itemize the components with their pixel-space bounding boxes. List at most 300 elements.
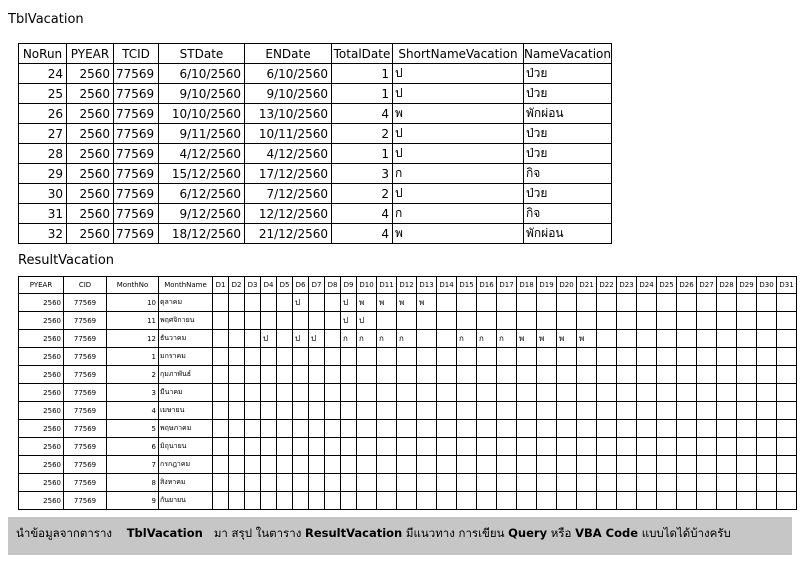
table2-day-cell [537, 294, 557, 312]
table2-cell: 2560 [19, 402, 64, 420]
table2-day-cell [293, 312, 309, 330]
table2-day-cell [657, 366, 677, 384]
table2-day-cell [229, 420, 245, 438]
table2-day-cell [617, 438, 637, 456]
question-part: แบบไดได้บ้างครับ [641, 526, 731, 540]
table2-day-cell [417, 384, 437, 402]
table2-day-cell [497, 420, 517, 438]
table2-cell: 2560 [19, 492, 64, 510]
table2-day-cell: ป [293, 294, 309, 312]
table2-day-cell [457, 366, 477, 384]
table2-day-cell [229, 474, 245, 492]
table1-cell: พ [393, 224, 524, 244]
table1-cell: 9/12/2560 [159, 204, 245, 224]
table2-day-cell [497, 456, 517, 474]
table2-day-cell [357, 348, 377, 366]
table1-cell: ป [393, 124, 524, 144]
table2-day-cell [757, 420, 777, 438]
table2-day-cell [717, 438, 737, 456]
table2-day-cell [477, 438, 497, 456]
table2-day-cell [657, 456, 677, 474]
table2-day-cell [637, 456, 657, 474]
table2-cell: 77569 [64, 384, 107, 402]
table2-day-cell [457, 312, 477, 330]
table1-column-header: NoRun [19, 44, 67, 64]
table2-day-cell [597, 348, 617, 366]
table2-day-cell [657, 492, 677, 510]
table2-day-cell: พ [517, 330, 537, 348]
table2-day-cell [325, 366, 341, 384]
table1-column-header: ShortNameVacation [393, 44, 524, 64]
table2-day-cell [697, 330, 717, 348]
table2-column-header: D18 [517, 277, 537, 294]
question-table-name: ResultVacation [304, 526, 403, 540]
table2-day-cell [617, 330, 637, 348]
table2-day-cell [213, 456, 229, 474]
table2-column-header: D16 [477, 277, 497, 294]
table2-cell: 1 [107, 348, 159, 366]
table2-day-cell [557, 438, 577, 456]
table2-day-cell: ป [341, 294, 357, 312]
table2-day-cell [357, 420, 377, 438]
table2-day-cell [309, 366, 325, 384]
table2-day-cell [437, 384, 457, 402]
table2-day-cell [437, 456, 457, 474]
table2-day-cell [777, 294, 797, 312]
table2-day-cell [341, 492, 357, 510]
table1-column-header: TCID [114, 44, 159, 64]
table2-day-cell [213, 438, 229, 456]
table1-header-row [19, 44, 612, 64]
table2-day-cell: ป [357, 312, 377, 330]
table2-day-cell [341, 348, 357, 366]
table2-day-cell [677, 474, 697, 492]
table2-day-cell [245, 474, 261, 492]
table2-day-cell [293, 456, 309, 474]
table2-day-cell [437, 294, 457, 312]
table2-day-cell: พ [357, 294, 377, 312]
table2-day-cell: พ [537, 330, 557, 348]
table2-cell: พฤศจิกายน [159, 312, 213, 330]
table2-column-header: D21 [577, 277, 597, 294]
table2-day-cell [517, 438, 537, 456]
table2-day-cell [777, 474, 797, 492]
table1-cell: 17/12/2560 [245, 164, 332, 184]
table2-day-cell [577, 438, 597, 456]
table2-day-cell [325, 474, 341, 492]
table2-day-cell [417, 366, 437, 384]
table2-cell: 77569 [64, 348, 107, 366]
table2-day-cell [229, 384, 245, 402]
table2-day-cell [397, 438, 417, 456]
table2-day-cell [417, 420, 437, 438]
table2-day-cell [437, 474, 457, 492]
table2-day-cell [757, 330, 777, 348]
table2-cell: 2560 [19, 384, 64, 402]
table2-day-cell [397, 420, 417, 438]
table1-cell: 29 [19, 164, 67, 184]
table2-day-cell: ก [497, 330, 517, 348]
table2-day-cell [777, 366, 797, 384]
table2-row [19, 474, 797, 492]
table2-day-cell [325, 492, 341, 510]
table2-day-cell [377, 474, 397, 492]
table2-day-cell [517, 456, 537, 474]
table2-day-cell [261, 402, 277, 420]
table1-cell: 77569 [114, 124, 159, 144]
table2-day-cell [677, 420, 697, 438]
table2-day-cell [229, 294, 245, 312]
table2-day-cell [737, 384, 757, 402]
table2-day-cell [557, 384, 577, 402]
table1-cell: 28 [19, 144, 67, 164]
table1-row [19, 64, 612, 84]
table2-day-cell: ป [293, 330, 309, 348]
table2-column-header: D13 [417, 277, 437, 294]
table2-row [19, 438, 797, 456]
table2-day-cell [341, 438, 357, 456]
table2-day-cell [309, 438, 325, 456]
table2-day-cell [537, 474, 557, 492]
table2-day-cell [377, 312, 397, 330]
table2-day-cell [517, 348, 537, 366]
table2-day-cell [617, 456, 637, 474]
table2-day-cell [577, 348, 597, 366]
table2-day-cell [325, 384, 341, 402]
table2-day-cell [497, 402, 517, 420]
table2-day-cell [397, 312, 417, 330]
table2-day-cell [213, 366, 229, 384]
table2-day-cell: พ [577, 330, 597, 348]
table2-day-cell [309, 456, 325, 474]
table2-day-cell [437, 492, 457, 510]
table2-day-cell [637, 330, 657, 348]
table2-day-cell [617, 474, 637, 492]
table2-day-cell [577, 384, 597, 402]
table2-column-header: D27 [697, 277, 717, 294]
table1-column-header: ENDate [245, 44, 332, 64]
table2-day-cell [277, 294, 293, 312]
table2-column-header: D24 [637, 277, 657, 294]
table2-day-cell [617, 366, 637, 384]
table2-day-cell [457, 456, 477, 474]
table2-day-cell [677, 492, 697, 510]
table2-day-cell [557, 492, 577, 510]
table2-day-cell [213, 312, 229, 330]
table2-day-cell [557, 366, 577, 384]
table2-day-cell [537, 456, 557, 474]
table2-row [19, 294, 797, 312]
table2-column-header: D28 [717, 277, 737, 294]
table2-day-cell [309, 348, 325, 366]
table2-day-cell [637, 438, 657, 456]
table2-column-header: D22 [597, 277, 617, 294]
table2-cell: 4 [107, 402, 159, 420]
table1-cell: พักผ่อน [524, 224, 612, 244]
table2-day-cell [597, 402, 617, 420]
table1-cell: 32 [19, 224, 67, 244]
table2-day-cell [677, 366, 697, 384]
table2-column-header: D12 [397, 277, 417, 294]
table2-row [19, 312, 797, 330]
table2-cell: 2560 [19, 294, 64, 312]
table1-cell: 4/12/2560 [245, 144, 332, 164]
table1-cell: ป [393, 84, 524, 104]
table2-day-cell [325, 420, 341, 438]
table2-day-cell [717, 384, 737, 402]
table1-column-header: PYEAR [67, 44, 114, 64]
table2-day-cell [577, 474, 597, 492]
table2-day-cell [213, 474, 229, 492]
table2-day-cell [557, 456, 577, 474]
table1-row [19, 204, 612, 224]
table2-day-cell [517, 384, 537, 402]
table2-day-cell [717, 312, 737, 330]
table2-day-cell [437, 420, 457, 438]
table2-day-cell [517, 366, 537, 384]
table2-day-cell [397, 384, 417, 402]
table2-day-cell [229, 456, 245, 474]
table2-cell: 10 [107, 294, 159, 312]
table1-cell: 3 [332, 164, 393, 184]
table1-cell: 2560 [67, 104, 114, 124]
table2-day-cell [377, 402, 397, 420]
table2-day-cell [457, 420, 477, 438]
table1-cell: ป่วย [524, 144, 612, 164]
table2-cell: 77569 [64, 456, 107, 474]
table1-cell: 2560 [67, 184, 114, 204]
table2-day-cell [637, 348, 657, 366]
table2-day-cell [617, 402, 637, 420]
table2-day-cell [245, 384, 261, 402]
table2-day-cell: พ [557, 330, 577, 348]
table2-day-cell [245, 330, 261, 348]
table2-column-header: D8 [325, 277, 341, 294]
table2-day-cell [417, 438, 437, 456]
table2-cell: 2560 [19, 366, 64, 384]
table2-day-cell: ก [457, 330, 477, 348]
table2-day-cell [697, 366, 717, 384]
table2-day-cell [245, 420, 261, 438]
table1-row [19, 144, 612, 164]
table2-day-cell [637, 420, 657, 438]
table1-cell: 2560 [67, 144, 114, 164]
table2-cell: มีนาคม [159, 384, 213, 402]
table1-cell: 77569 [114, 204, 159, 224]
table1-row [19, 124, 612, 144]
table1-cell: ป [393, 184, 524, 204]
table1-column-header: STDate [159, 44, 245, 64]
table2-day-cell [717, 420, 737, 438]
table2-day-cell: ก [341, 330, 357, 348]
table2-day-cell [397, 366, 417, 384]
table2-day-cell [341, 384, 357, 402]
table2-cell: 77569 [64, 420, 107, 438]
table2-day-cell [577, 366, 597, 384]
table2-day-cell [277, 366, 293, 384]
table2-day-cell [597, 420, 617, 438]
table2-day-cell [477, 294, 497, 312]
table2-day-cell [309, 474, 325, 492]
table2-day-cell [597, 366, 617, 384]
question-keyword: Query [508, 526, 548, 540]
table1-cell: 30 [19, 184, 67, 204]
table2-row [19, 366, 797, 384]
table2-cell: 2560 [19, 474, 64, 492]
table2-day-cell: ก [357, 330, 377, 348]
table1-cell: 2 [332, 184, 393, 204]
table2-day-cell [357, 474, 377, 492]
question-part: มา สรุป ในตาราง [213, 526, 302, 540]
table2-day-cell [397, 456, 417, 474]
table1-cell: 77569 [114, 184, 159, 204]
table2-day-cell [229, 402, 245, 420]
table2-day-cell [325, 312, 341, 330]
table2-cell: กุมภาพันธ์ [159, 366, 213, 384]
table2-day-cell [657, 420, 677, 438]
table2-day-cell [293, 402, 309, 420]
table2-day-cell [597, 492, 617, 510]
table2-cell: 2560 [19, 438, 64, 456]
table1-cell: 6/12/2560 [159, 184, 245, 204]
table2-day-cell [325, 456, 341, 474]
table2-day-cell [397, 474, 417, 492]
table2-column-header: D15 [457, 277, 477, 294]
table2-day-cell [213, 330, 229, 348]
table2-day-cell [657, 312, 677, 330]
table2-day-cell [737, 366, 757, 384]
table2-day-cell [261, 492, 277, 510]
table2-day-cell [213, 492, 229, 510]
table1-cell: 21/12/2560 [245, 224, 332, 244]
question-text [16, 525, 731, 543]
table2-column-header: D19 [537, 277, 557, 294]
table2-day-cell [737, 492, 757, 510]
table1-cell: 2560 [67, 224, 114, 244]
table2-day-cell [437, 348, 457, 366]
table2-row [19, 420, 797, 438]
table2-cell: 77569 [64, 312, 107, 330]
table2-day-cell [277, 474, 293, 492]
table2-day-cell [477, 456, 497, 474]
table2-column-header: D6 [293, 277, 309, 294]
table2-day-cell [577, 420, 597, 438]
table1-cell: ป่วย [524, 184, 612, 204]
table2-day-cell [637, 366, 657, 384]
table2-day-cell [677, 402, 697, 420]
table2-day-cell [757, 456, 777, 474]
table2-cell: 9 [107, 492, 159, 510]
table2-day-cell [737, 294, 757, 312]
table2-day-cell [245, 312, 261, 330]
table1-cell: 77569 [114, 104, 159, 124]
table1-cell: ป่วย [524, 124, 612, 144]
table2-day-cell [229, 330, 245, 348]
table2-day-cell [777, 438, 797, 456]
table2-day-cell [397, 348, 417, 366]
table2-day-cell [277, 402, 293, 420]
table2-cell: 77569 [64, 438, 107, 456]
table2-day-cell [637, 384, 657, 402]
table2-day-cell [457, 348, 477, 366]
table2-day-cell [777, 492, 797, 510]
question-banner [8, 517, 792, 555]
table1-cell: 2560 [67, 204, 114, 224]
table1-cell: 4/12/2560 [159, 144, 245, 164]
table2-cell: ธันวาคม [159, 330, 213, 348]
table2-cell: 77569 [64, 294, 107, 312]
table2-column-header: D20 [557, 277, 577, 294]
table2-day-cell [477, 402, 497, 420]
table2-day-cell [757, 384, 777, 402]
table2-day-cell [497, 384, 517, 402]
table2-day-cell [597, 312, 617, 330]
table1-cell: 77569 [114, 64, 159, 84]
table2-cell: 7 [107, 456, 159, 474]
table1-row [19, 164, 612, 184]
table2-day-cell [657, 330, 677, 348]
table2-day-cell [417, 456, 437, 474]
table2-day-cell [677, 330, 697, 348]
table2-day-cell [597, 330, 617, 348]
table2-day-cell [737, 438, 757, 456]
table2-day-cell [617, 294, 637, 312]
table1-cell: 13/10/2560 [245, 104, 332, 124]
table1-cell: 2560 [67, 124, 114, 144]
table2-day-cell [497, 294, 517, 312]
table2-day-cell [737, 402, 757, 420]
table2-day-cell [457, 492, 477, 510]
table2-day-cell: ก [377, 330, 397, 348]
table2-row [19, 402, 797, 420]
tbl-vacation-table [18, 43, 612, 244]
table2-day-cell [737, 474, 757, 492]
table2-day-cell [557, 420, 577, 438]
table2-day-cell [757, 438, 777, 456]
table2-day-cell [617, 384, 637, 402]
table2-day-cell [325, 330, 341, 348]
table2-day-cell [341, 474, 357, 492]
table2-day-cell [657, 402, 677, 420]
table2-day-cell [377, 348, 397, 366]
table2-day-cell [777, 348, 797, 366]
table2-day-cell [717, 348, 737, 366]
table1-cell: 7/12/2560 [245, 184, 332, 204]
table2-day-cell [261, 312, 277, 330]
table2-day-cell [677, 384, 697, 402]
table2-day-cell [261, 456, 277, 474]
table1-cell: กิจ [524, 164, 612, 184]
table2-cell: มกราคม [159, 348, 213, 366]
table2-day-cell [697, 456, 717, 474]
table2-column-header: D1 [213, 277, 229, 294]
table2-day-cell [597, 384, 617, 402]
table2-day-cell [737, 348, 757, 366]
table2-day-cell [245, 294, 261, 312]
table2-day-cell [537, 492, 557, 510]
table2-day-cell [557, 294, 577, 312]
table2-day-cell [757, 348, 777, 366]
table2-day-cell [293, 492, 309, 510]
table2-day-cell [637, 492, 657, 510]
table2-day-cell [617, 492, 637, 510]
table2-column-header: D9 [341, 277, 357, 294]
table1-row [19, 224, 612, 244]
table1-cell: ป่วย [524, 64, 612, 84]
table1-cell: 9/11/2560 [159, 124, 245, 144]
table2-day-cell [597, 474, 617, 492]
table2-cell: ตุลาคม [159, 294, 213, 312]
